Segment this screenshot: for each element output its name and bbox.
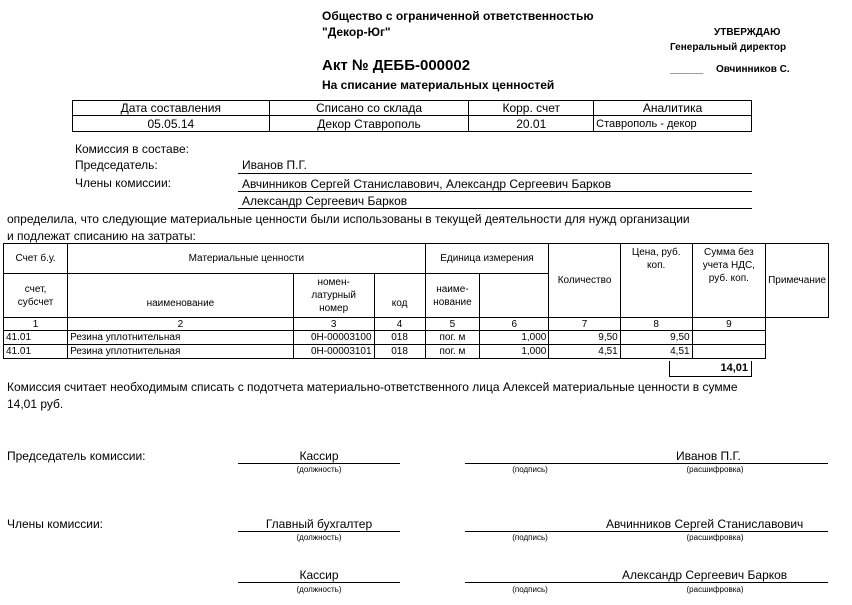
- caption-signature: (подпись): [512, 465, 548, 474]
- cell-unit: пог. м: [425, 331, 480, 345]
- sign-member2-name: Александр Сергеевич Барков: [622, 568, 788, 582]
- cell-nomen: 0Н-00003100: [293, 331, 374, 345]
- approve-name: Овчинников С.: [716, 64, 790, 75]
- act-title: Акт № ДЕББ-000002: [322, 57, 471, 74]
- col-name-header: наименование: [68, 274, 294, 318]
- cell-unit: пог. м: [425, 345, 480, 359]
- org-name-line1: Общество с ограниченной ответственностью: [322, 9, 594, 23]
- commission-chair-label: Председатель:: [75, 158, 158, 172]
- sign-member1-name: Авчинников Сергей Станиславович: [606, 517, 804, 531]
- caption-decoding: (расшифровка): [686, 585, 744, 594]
- cell-note: [692, 331, 766, 345]
- header-date-value: 05.05.14: [73, 116, 270, 132]
- act-subtitle: На списание материальных ценностей: [322, 78, 555, 92]
- sign-chair-name: Иванов П.Г.: [676, 449, 741, 463]
- members-underline-2: [238, 208, 752, 209]
- col-qty-header: Количество: [549, 244, 620, 318]
- caption-decoding: (расшифровка): [686, 465, 744, 474]
- col-num: 8: [620, 318, 692, 331]
- sign-line: [465, 531, 828, 532]
- cell-account: 41.01: [4, 331, 68, 345]
- col-subaccount-header: счет, субсчет: [4, 274, 68, 318]
- chair-underline: [238, 173, 752, 174]
- org-name-line2: "Декор-Юг": [322, 25, 391, 39]
- col-account-header: Счет б.у.: [4, 244, 68, 274]
- col-num: 3: [293, 318, 374, 331]
- header-analytics-value: Ставрополь - декор: [594, 116, 752, 132]
- caption-decoding: (расшифровка): [686, 533, 744, 542]
- cell-qty: 1,000: [480, 331, 549, 345]
- col-values-header: Материальные ценности: [68, 244, 425, 274]
- sign-members-label: Члены комиссии:: [7, 517, 104, 531]
- table-row: [4, 331, 829, 345]
- cell-account: 41.01: [4, 345, 68, 359]
- cell-name: Резина уплотнительная: [68, 345, 294, 359]
- commission-intro: Комиссия в составе:: [75, 142, 189, 156]
- sign-line: [238, 582, 400, 583]
- col-num: 2: [68, 318, 294, 331]
- sign-member1-position: Главный бухгалтер: [265, 517, 373, 531]
- cell-name: Резина уплотнительная: [68, 331, 294, 345]
- cell-qty: 1,000: [480, 345, 549, 359]
- sign-member2-position: Кассир: [299, 568, 339, 582]
- col-sum-header: Сумма без учета НДС, руб. коп.: [692, 244, 766, 318]
- col-num: 1: [4, 318, 68, 331]
- conclusion-line1: Комиссия считает необходимым списать с подотчета материально-ответственного лица Алексей материальные ценности в сумме: [7, 380, 738, 394]
- col-num: 5: [425, 318, 480, 331]
- approve-signature-blank: ______: [670, 64, 704, 75]
- caption-position: (должность): [296, 465, 342, 474]
- cell-sum: 9,50: [620, 331, 692, 345]
- caption-signature: (подпись): [512, 585, 548, 594]
- col-num: 7: [549, 318, 620, 331]
- cell-note: [692, 345, 766, 359]
- table-row: [4, 345, 829, 359]
- caption-signature: (подпись): [512, 533, 548, 542]
- commission-members-line1: Авчинников Сергей Станиславович, Александр Сергеевич Барков: [242, 177, 612, 191]
- header-table: [72, 100, 752, 132]
- approve-position: Генеральный директор: [670, 42, 787, 53]
- caption-position: (должность): [296, 533, 342, 542]
- col-code-header: код: [374, 274, 425, 318]
- cell-price: 4,51: [549, 345, 620, 359]
- cell-code: 018: [374, 345, 425, 359]
- commission-members-line2: Александр Сергеевич Барков: [242, 194, 408, 208]
- caption-position: (должность): [296, 585, 342, 594]
- header-col-analytics: Аналитика: [594, 101, 752, 116]
- col-num: 4: [374, 318, 425, 331]
- col-note-header: Примечание: [766, 244, 829, 318]
- cell-code: 018: [374, 331, 425, 345]
- total-sum: 14,01: [669, 361, 752, 377]
- cell-sum: 4,51: [620, 345, 692, 359]
- sign-chair-label: Председатель комиссии:: [7, 449, 146, 463]
- col-unit-header: Единица измерения: [425, 244, 549, 274]
- members-underline-1: [238, 191, 752, 192]
- col-num: 9: [692, 318, 766, 331]
- sign-chair-position: Кассир: [299, 449, 339, 463]
- sign-line: [465, 582, 828, 583]
- header-account-value: 20.01: [469, 116, 594, 132]
- sign-line: [465, 463, 828, 464]
- header-col-date: Дата составления: [73, 101, 270, 116]
- sign-line: [238, 531, 400, 532]
- statement-line2: и подлежат списанию на затраты:: [7, 229, 196, 243]
- statement-line1: определила, что следующие материальные ценности были использованы в текущей деятельности для нужд организации: [7, 212, 690, 226]
- col-unitname-header: наиме-нование: [425, 274, 480, 318]
- col-price-header: Цена, руб. коп.: [620, 244, 692, 318]
- commission-chair-name: Иванов П.Г.: [242, 158, 307, 172]
- header-col-account: Корр. счет: [469, 101, 594, 116]
- col-nomen-header: номен-латурный номер: [293, 274, 374, 318]
- cell-nomen: 0Н-00003101: [293, 345, 374, 359]
- header-warehouse-value: Декор Ставрополь: [269, 116, 469, 132]
- conclusion-line2: 14,01 руб.: [7, 397, 64, 411]
- sign-line: [238, 463, 400, 464]
- cell-price: 9,50: [549, 331, 620, 345]
- col-num: 6: [480, 318, 549, 331]
- header-col-warehouse: Списано со склада: [269, 101, 469, 116]
- items-table: [3, 243, 829, 359]
- approve-title: УТВЕРЖДАЮ: [714, 27, 781, 38]
- commission-members-label: Члены комиссии:: [75, 176, 172, 190]
